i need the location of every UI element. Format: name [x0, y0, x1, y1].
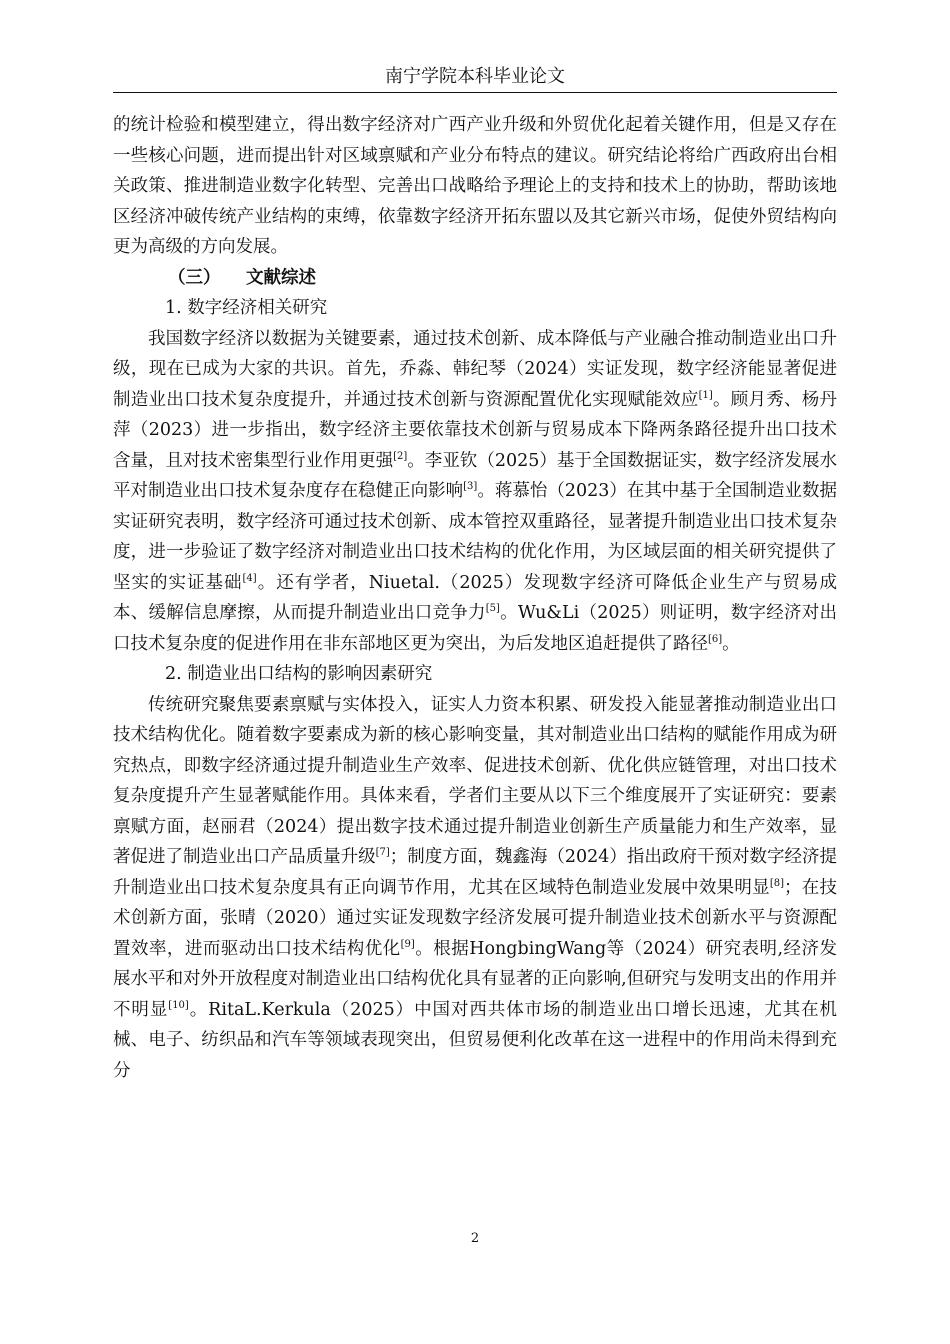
citation-ref-2: [2] [393, 450, 408, 462]
section-number: （三） [168, 267, 221, 288]
citation-ref-8: [8] [769, 877, 784, 889]
subheading-export-structure-factors: 2. 制造业出口结构的影响因素研究 [165, 664, 433, 684]
text-run: 。根据HongbingWang等（2024）研究表明,经济发展水平和对外开放程度对制造业出口结构优化具有显著的正向影响,但研究与发明支出的作用并不明显 [113, 938, 837, 1020]
text-run: 。RitaL.Kerkula（2025）中国对西共体市场的制造业出口增长迅速，尤其在机械、电子、纺织品和汽车等领域表现突出，但贸易便利化改革在这一进程中的作用尚未得到充分 [113, 999, 837, 1081]
header-rule [113, 92, 837, 93]
section-title: 文献综述 [246, 267, 316, 288]
text-run: 。李亚钦（2025）基于全国数据证实，数字经济发展水平对制造业出口技术复杂度存在稳健正向影响 [113, 450, 837, 501]
citation-ref-10: [10] [168, 999, 189, 1011]
subheading-digital-economy: 1. 数字经济相关研究 [165, 298, 328, 318]
text-run: 。还有学者，Niuetal.（2025）发现数字经济可降低企业生产与贸易成本、缓解信息摩擦，从而提升制造业出口竞争力 [113, 572, 837, 623]
text-run: 我国数字经济以数据为关键要素，通过技术创新、成本降低与产业融合推动制造业出口升级，现在已成为大家的共识。首先，乔淼、韩纪琴（2024）实证发现，数字经济能显著促进制造业出口技术复杂度提升，并通过技术创新与资源配置优化实现赋能效应 [113, 328, 837, 410]
paragraph-digital-economy [113, 324, 837, 660]
text-run: ；制度方面，魏鑫海（2024）指出政府干预对数字经济提升制造业出口技术复杂度具有正向调节作用，尤其在区域特色制造业发展中效果明显 [113, 847, 838, 898]
page-header-title: 南宁学院本科毕业论文 [385, 66, 565, 87]
citation-ref-4: [4] [242, 572, 257, 584]
citation-ref-1: [1] [698, 389, 713, 401]
text-run: 。 [722, 633, 740, 654]
paragraph-export-structure [113, 690, 837, 1087]
citation-ref-5: [5] [485, 603, 500, 614]
page-number: 2 [470, 1231, 480, 1246]
citation-ref-3: [3] [463, 481, 478, 492]
citation-ref-9: [9] [400, 938, 415, 950]
citation-ref-7: [7] [375, 847, 390, 858]
citation-ref-6: [6] [708, 633, 723, 645]
paragraph-intro-conclusion: 的统计检验和模型建立，得出数字经济对广西产业升级和外贸优化起着关键作用，但是又存在一些核心问题，进而提出针对区域禀赋和产业分布特点的建议。研究结论将给广西政府出台相关政策、推进制造业数字化转型、完善出口战略给予理论上的支持和技术上的协助，帮助该地区经济冲破传统产业结构的束缚，依靠数字经济开拓东盟以及其它新兴市场，促使外贸结构向更为高级的方向发展。 [113, 115, 837, 257]
text-run: 。顾月秀、杨丹萍（2023）进一步指出，数字经济主要依靠技术创新与贸易成本下降两条路径提升出口技术含量，且对技术密集型行业作用更强 [113, 389, 838, 471]
text-run: 。Wu&Li（2025）则证明，数字经济对出口技术复杂度的促进作用在非东部地区更为突出，为后发地区追赶提供了路径 [113, 603, 837, 654]
section-heading-literature-review [113, 263, 837, 294]
document-body [113, 110, 837, 1086]
text-run: 。蒋慕怡（2023）在其中基于全国制造业数据实证研究表明，数字经济可通过技术创新、成本管控双重路径，显著提升制造业出口技术复杂度，进一步验证了数字经济对制造业出口技术结构的优化作用，为区域层面的相关研究提供了坚实的实证基础 [113, 481, 838, 593]
text-run: ；在技术创新方面，张晴（2020）通过实证发现数字经济发展可提升制造业技术创新水平与资源配置效率，进而驱动出口技术结构优化 [113, 877, 838, 959]
text-run: 传统研究聚焦要素禀赋与实体投入，证实人力资本积累、研发投入能显著推动制造业出口技术结构优化。随着数字要素成为新的核心影响变量，其对制造业出口结构的赋能作用成为研究热点，即数字经济通过提升制造业生产效率、促进技术创新、优化供应链管理，对出口技术复杂度提升产生显著赋能作用。具体来看，学者们主要从以下三个维度展开了实证研究：要素禀赋方面，赵丽君（2024）提出数字技术通过提升制造业创新生产质量能力和生产效率，显著促进了制造业出口产品质量升级 [113, 694, 837, 867]
